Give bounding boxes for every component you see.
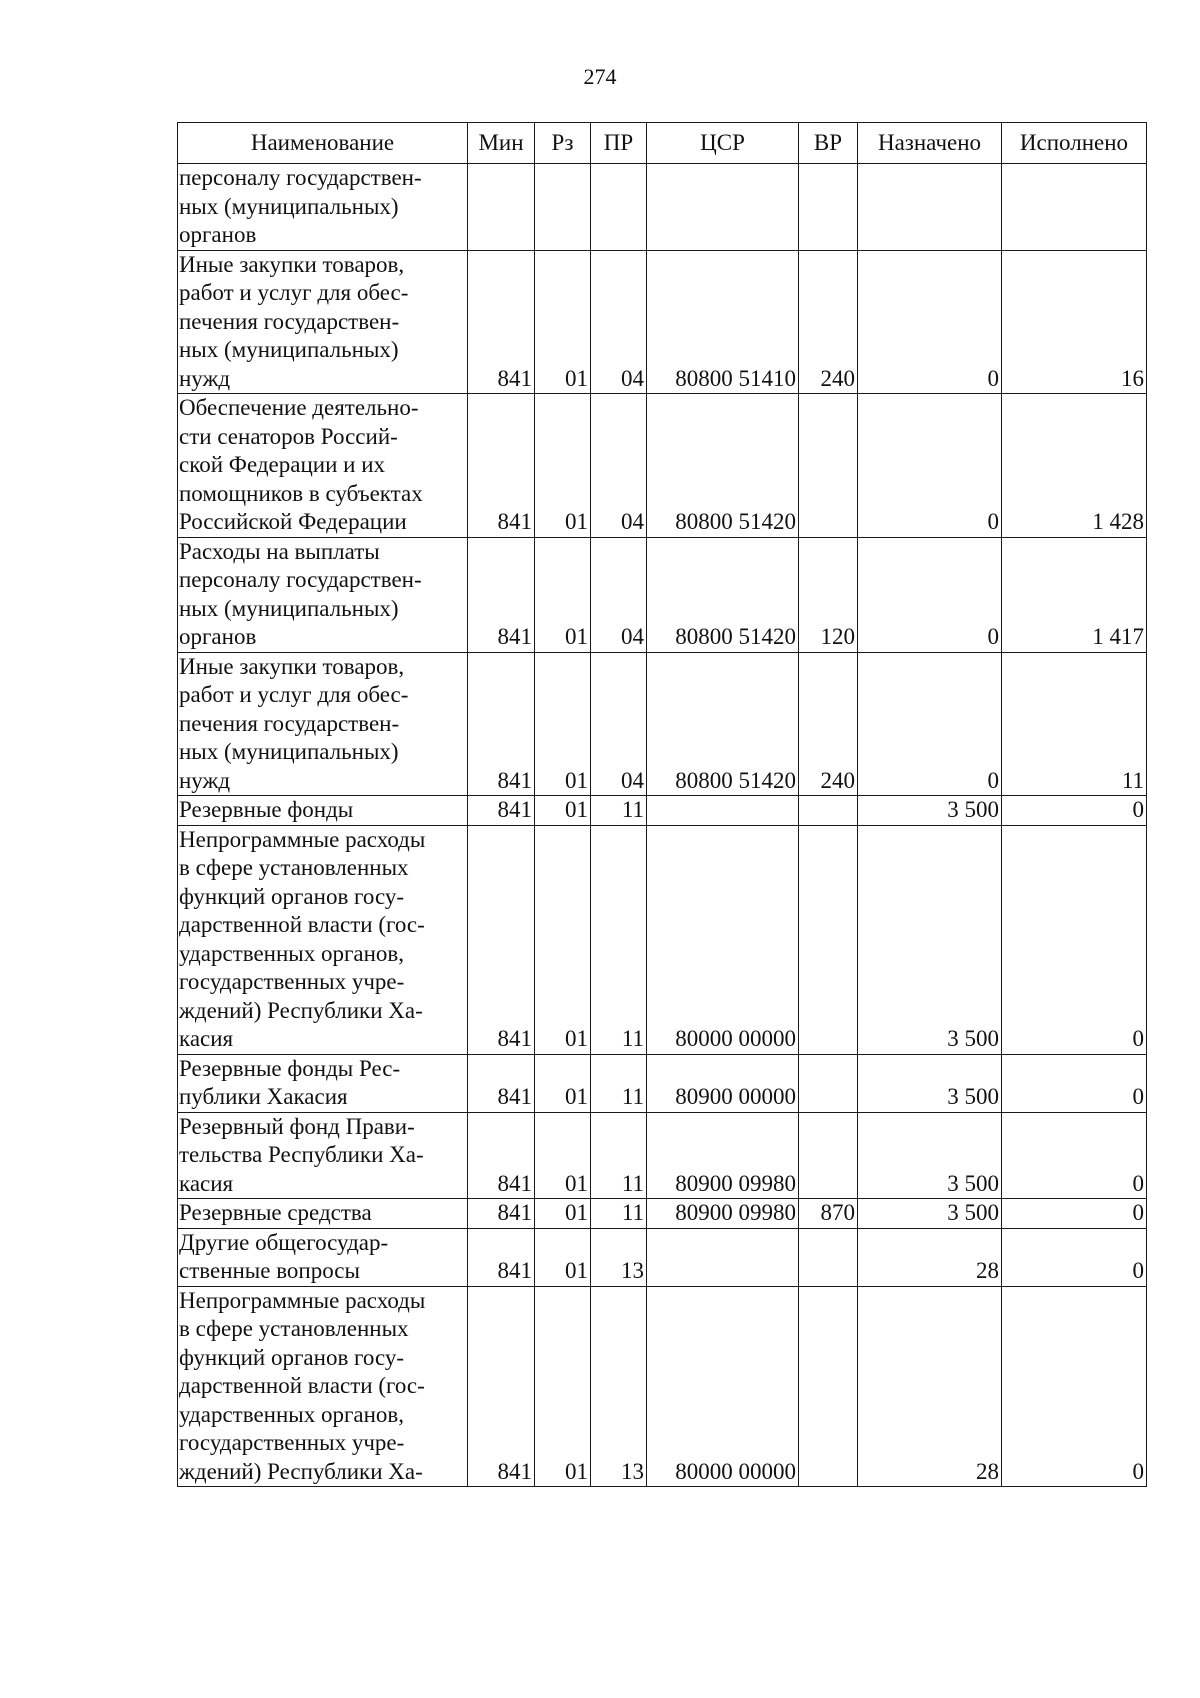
cell-assigned: 28 (858, 1286, 1002, 1487)
cell-assigned: 0 (858, 394, 1002, 538)
cell-executed: 0 (1002, 1286, 1147, 1487)
header-rz: Рз (535, 123, 591, 164)
cell-rz: 01 (535, 537, 591, 652)
cell-executed: 1 428 (1002, 394, 1147, 538)
header-assigned: Назначено (858, 123, 1002, 164)
cell-csr: 80900 09980 (647, 1112, 799, 1199)
cell-csr (647, 164, 799, 251)
table-row (178, 1228, 1147, 1286)
cell-rz: 01 (535, 250, 591, 394)
table-row (178, 1112, 1147, 1199)
cell-executed: 0 (1002, 796, 1147, 826)
cell-assigned (858, 164, 1002, 251)
cell-min: 841 (468, 652, 535, 796)
cell-pr: 13 (591, 1228, 647, 1286)
table-row (178, 652, 1147, 796)
cell-pr: 13 (591, 1286, 647, 1487)
cell-vr (799, 1112, 858, 1199)
cell-csr: 80000 00000 (647, 1286, 799, 1487)
table-row (178, 164, 1147, 251)
cell-min: 841 (468, 250, 535, 394)
cell-executed: 11 (1002, 652, 1147, 796)
cell-name: Непрограммные расходы в сфере установленных функций органов госу- дарственной власти (гос- ударственных органов, государственных учре- ждений) Республики Ха- (178, 1286, 468, 1487)
cell-pr: 11 (591, 825, 647, 1054)
table-row (178, 394, 1147, 538)
cell-vr (799, 1054, 858, 1112)
cell-name: Резервные фонды Рес- публики Хакасия (178, 1054, 468, 1112)
table-row (178, 796, 1147, 826)
cell-min: 841 (468, 537, 535, 652)
cell-csr: 80900 09980 (647, 1199, 799, 1229)
table-row (178, 1054, 1147, 1112)
cell-assigned: 0 (858, 537, 1002, 652)
cell-assigned: 3 500 (858, 1199, 1002, 1229)
cell-csr: 80800 51420 (647, 537, 799, 652)
cell-csr: 80900 00000 (647, 1054, 799, 1112)
cell-executed: 1 417 (1002, 537, 1147, 652)
header-pr: ПР (591, 123, 647, 164)
cell-executed: 0 (1002, 1054, 1147, 1112)
cell-rz (535, 164, 591, 251)
header-csr: ЦСР (647, 123, 799, 164)
table-row (178, 1286, 1147, 1487)
cell-name: Обеспечение деятельно- сти сенаторов Россий- ской Федерации и их помощников в субъектах Российской Федерации (178, 394, 468, 538)
cell-name: персоналу государствен- ных (муниципальных) органов (178, 164, 468, 251)
cell-rz: 01 (535, 1228, 591, 1286)
cell-vr (799, 825, 858, 1054)
cell-rz: 01 (535, 1286, 591, 1487)
page-number: 274 (583, 64, 617, 89)
cell-vr (799, 1228, 858, 1286)
cell-min: 841 (468, 1199, 535, 1229)
cell-executed: 0 (1002, 1199, 1147, 1229)
cell-name: Иные закупки товаров, работ и услуг для обес- печения государствен- ных (муниципальных) нужд (178, 652, 468, 796)
cell-pr: 11 (591, 1199, 647, 1229)
cell-csr: 80800 51410 (647, 250, 799, 394)
cell-vr: 120 (799, 537, 858, 652)
cell-vr: 870 (799, 1199, 858, 1229)
cell-name: Другие общегосудар- ственные вопросы (178, 1228, 468, 1286)
cell-pr: 04 (591, 394, 647, 538)
cell-pr: 11 (591, 1054, 647, 1112)
cell-pr: 11 (591, 796, 647, 826)
cell-pr: 04 (591, 250, 647, 394)
cell-min: 841 (468, 1286, 535, 1487)
cell-vr (799, 1286, 858, 1487)
cell-pr (591, 164, 647, 251)
cell-vr: 240 (799, 652, 858, 796)
cell-csr (647, 1228, 799, 1286)
cell-csr (647, 796, 799, 826)
cell-executed: 0 (1002, 1228, 1147, 1286)
table-header-row (178, 123, 1147, 164)
cell-rz: 01 (535, 1112, 591, 1199)
cell-assigned: 3 500 (858, 796, 1002, 826)
cell-executed: 16 (1002, 250, 1147, 394)
cell-min: 841 (468, 825, 535, 1054)
cell-csr: 80000 00000 (647, 825, 799, 1054)
cell-rz: 01 (535, 1054, 591, 1112)
cell-min: 841 (468, 1112, 535, 1199)
cell-name: Резервный фонд Прави- тельства Республики Ха- касия (178, 1112, 468, 1199)
cell-csr: 80800 51420 (647, 652, 799, 796)
header-min: Мин (468, 123, 535, 164)
cell-assigned: 3 500 (858, 1054, 1002, 1112)
cell-assigned: 3 500 (858, 825, 1002, 1054)
cell-vr (799, 394, 858, 538)
cell-assigned: 0 (858, 250, 1002, 394)
header-vr: ВР (799, 123, 858, 164)
cell-min: 841 (468, 796, 535, 826)
cell-name: Непрограммные расходы в сфере установленных функций органов госу- дарственной власти (гос- ударственных органов, государственных учре- ждений) Республики Ха- касия (178, 825, 468, 1054)
cell-min: 841 (468, 394, 535, 538)
cell-assigned: 3 500 (858, 1112, 1002, 1199)
cell-vr (799, 164, 858, 251)
cell-name: Резервные фонды (178, 796, 468, 826)
cell-assigned: 0 (858, 652, 1002, 796)
cell-pr: 11 (591, 1112, 647, 1199)
cell-min: 841 (468, 1228, 535, 1286)
cell-executed (1002, 164, 1147, 251)
cell-pr: 04 (591, 652, 647, 796)
cell-min: 841 (468, 1054, 535, 1112)
cell-csr: 80800 51420 (647, 394, 799, 538)
header-executed: Исполнено (1002, 123, 1147, 164)
cell-rz: 01 (535, 1199, 591, 1229)
header-name: Наименование (178, 123, 468, 164)
cell-name: Иные закупки товаров, работ и услуг для обес- печения государствен- ных (муниципальных) нужд (178, 250, 468, 394)
cell-assigned: 28 (858, 1228, 1002, 1286)
table-row (178, 825, 1147, 1054)
cell-rz: 01 (535, 394, 591, 538)
cell-rz: 01 (535, 825, 591, 1054)
table-row (178, 250, 1147, 394)
cell-name: Резервные средства (178, 1199, 468, 1229)
cell-executed: 0 (1002, 825, 1147, 1054)
table-row (178, 1199, 1147, 1229)
cell-rz: 01 (535, 652, 591, 796)
cell-min (468, 164, 535, 251)
cell-rz: 01 (535, 796, 591, 826)
cell-name: Расходы на выплаты персоналу государствен- ных (муниципальных) органов (178, 537, 468, 652)
cell-pr: 04 (591, 537, 647, 652)
cell-vr (799, 796, 858, 826)
cell-executed: 0 (1002, 1112, 1147, 1199)
table-row (178, 537, 1147, 652)
cell-vr: 240 (799, 250, 858, 394)
budget-table (177, 122, 1147, 1487)
